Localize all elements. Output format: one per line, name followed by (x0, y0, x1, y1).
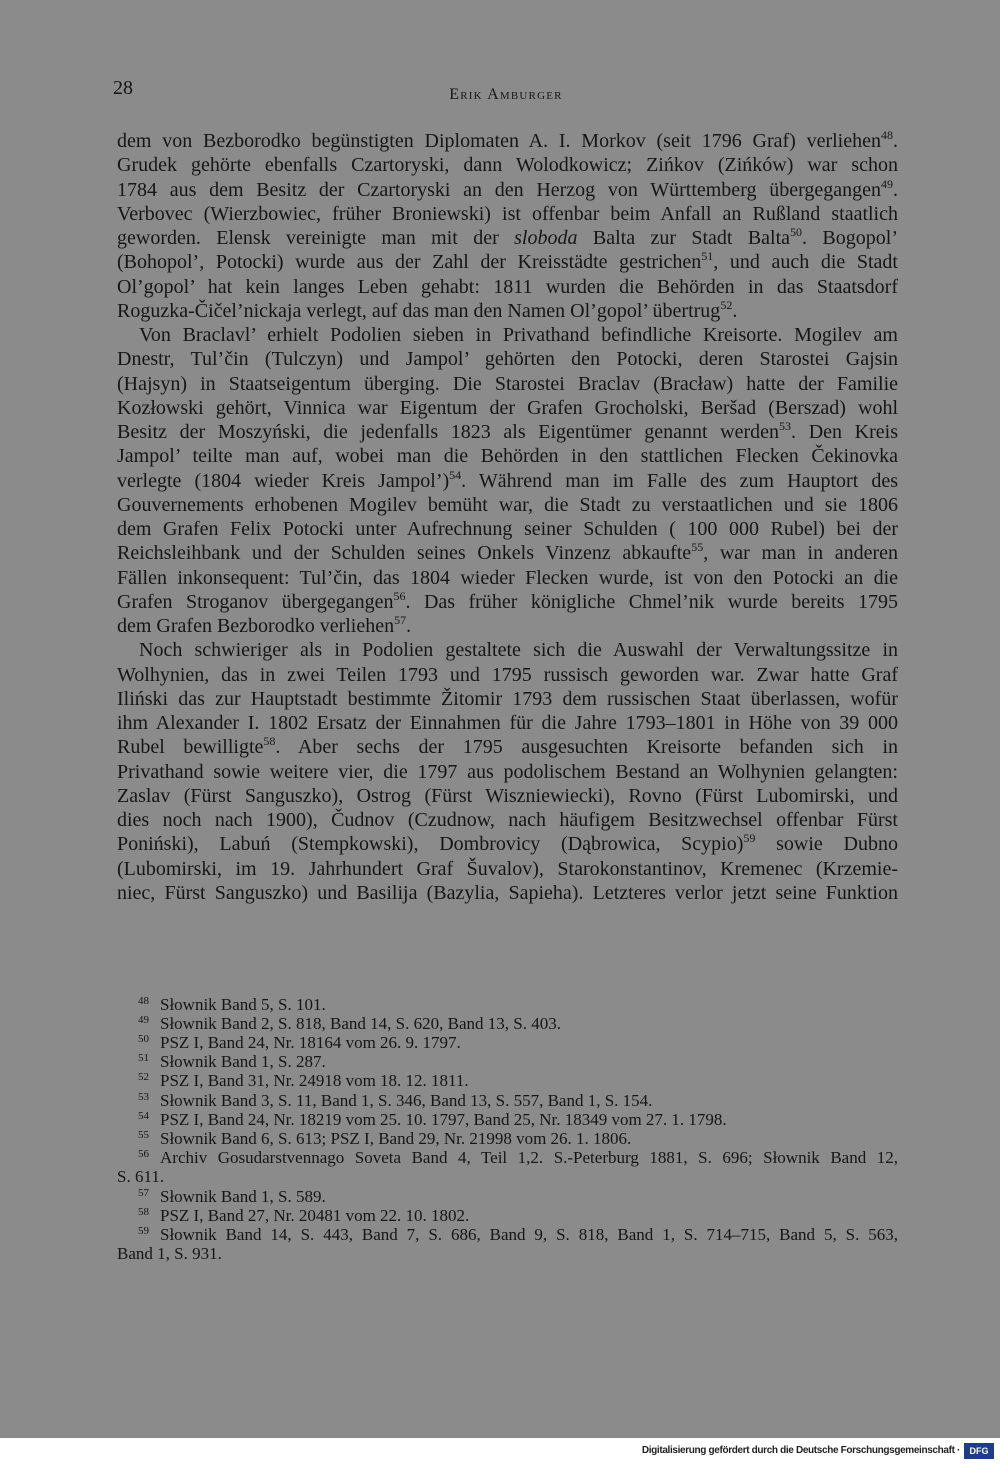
page-number: 28 (113, 77, 133, 99)
body-line (117, 808, 898, 832)
footnote-reference: 58 (263, 734, 276, 749)
body-line (117, 832, 898, 856)
body-line-text: . Bogopol’ (802, 227, 898, 249)
body-line-text: Dnestr, Tul’čin (Tulczyn) und Jampol’ gehörten den Potocki, deren Starostei Gajsin (117, 348, 898, 371)
body-line (117, 590, 898, 614)
body-line-text: . (406, 615, 412, 637)
body-line (117, 517, 898, 541)
body-line-text: (Lubomirski, im 19. Jahrhundert Graf Šuvalov), Starokonstantinov, Kremenec (Krzemie- (117, 857, 898, 880)
body-line (117, 614, 898, 638)
body-line-text: , und auch die Stadt (713, 251, 898, 274)
body-line-text: . Aber sechs der 1795 ausgesuchten Kreisorte befanden sich in (275, 736, 899, 759)
body-line-text: Iliński das zur Hauptstadt bestimmte Žitomir 1793 dem russischen Staat überlassen, wofür (117, 687, 898, 710)
footnote: 52 PSZ I, Band 31, Nr. 24918 vom 18. 12. 1811. (138, 1071, 469, 1091)
footnote-text: Archiv Gosudarstvennago Soveta Band 4, Teil 1,2. S.-Peterburg 1881, S. 696; Słownik Band 12, (160, 1148, 898, 1168)
footnote-text: PSZ I, Band 31, Nr. 24918 vom 18. 12. 1811. (160, 1071, 469, 1091)
body-line-text: . Während man im Falle des zum Hauptort des (461, 469, 898, 492)
footnote-continuation (117, 1167, 898, 1186)
body-line (117, 493, 898, 517)
body-line-text: Reichsleihbank und der Schulden seines Onkels Vinzenz abkaufte (117, 542, 692, 565)
body-text (117, 129, 898, 905)
body-line-text: Balta zur Stadt Balta (577, 227, 791, 249)
footnote-text: Słownik Band 14, S. 443, Band 7, S. 686, Band 9, S. 818, Band 1, S. 714–715, Band 5, S. 563, (160, 1225, 898, 1245)
body-line (117, 372, 898, 396)
body-line (117, 323, 898, 347)
body-line-text: . (893, 178, 898, 201)
body-line-text: Gouvernements erhobenen Mogilev bemüht war, die Stadt zu verstaatlichen und sie 1806 (117, 493, 898, 516)
body-line-text: (Hajsyn) in Staatseigentum überging. Die Starostei Braclav (Bracław) hatte der Familie (117, 372, 898, 395)
body-line-text: Jampol’ teilte man auf, wobei man die Behörden in den stattlichen Flecken Čekinovka (117, 445, 898, 468)
body-line (117, 275, 898, 299)
footnote-text: Słownik Band 1, S. 589. (160, 1186, 326, 1206)
body-line-text: Rubel bewilligte (117, 736, 264, 759)
digitization-credit-text: Digitalisierung gefördert durch die Deutsche Forschungsgemeinschaft · (641, 1445, 960, 1456)
footnote: 58 PSZ I, Band 27, Nr. 20481 vom 22. 10. 1802. (138, 1205, 470, 1225)
body-line-text: Grudek gehörte ebenfalls Czartoryski, dann Wolodkowicz; Zińkov (Zińków) war schon (117, 154, 898, 177)
body-line (117, 444, 898, 468)
body-line-text: dies noch nach 1900), Čudnov (Czudnow, nach häufigem Besitzwechsel offenbar Fürst (117, 809, 898, 831)
footnote: 53 Słownik Band 3, S. 11, Band 1, S. 346, Band 13, S. 557, Band 1, S. 154. (138, 1090, 653, 1110)
body-line (117, 881, 898, 905)
dfg-logo-icon: DFG (964, 1443, 994, 1459)
footnote-reference: 52 (720, 297, 733, 312)
body-line (117, 299, 898, 323)
body-line-text: Kozłowski gehört, Vinnica war Eigentum der Grafen Grocholski, Beršad (Berszad) wohl (117, 396, 898, 419)
footnote-reference: 54 (449, 467, 462, 482)
footnote-reference: 50 (790, 225, 803, 239)
body-line-text: dem von Bezborodko begünstigten Diplomaten A. I. Morkov (seit 1796 Graf) verliehen (117, 130, 881, 152)
body-line-text: geworden. Elensk vereinigte man mit der (117, 227, 515, 249)
body-line (117, 420, 898, 444)
body-line (117, 396, 898, 420)
body-line-text: Poniński), Labuń (Stempkowski), Dombrovicy (Dąbrowica, Scypio) (117, 833, 744, 856)
body-line (117, 250, 898, 274)
body-line-text: . Den Kreis (791, 421, 898, 443)
footnote-text: PSZ I, Band 27, Nr. 20481 vom 22. 10. 1802. (160, 1205, 470, 1225)
footnote-text: Słownik Band 2, S. 818, Band 14, S. 620, Band 13, S. 403. (160, 1013, 561, 1033)
body-line (117, 687, 898, 711)
footnote-reference: 49 (881, 176, 893, 191)
body-line-text: Privathand sowie weitere vier, die 1797 aus podolischem Bestand an Wolhynien gelangten: (117, 760, 898, 783)
footnote: 59 Słownik Band 14, S. 443, Band 7, S. 686, Band 9, S. 818, Band 1, S. 714–715, Band 5, S. 563, (138, 1225, 898, 1245)
body-line (117, 129, 898, 153)
body-line (117, 663, 898, 687)
footnote-text: PSZ I, Band 24, Nr. 18219 vom 25. 10. 1797, Band 25, Nr. 18349 vom 27. 1. 1798. (160, 1109, 727, 1129)
body-line (117, 638, 898, 662)
body-line (117, 711, 898, 735)
footnote-text: S. 611. (117, 1167, 165, 1187)
footnote-text: PSZ I, Band 24, Nr. 18164 vom 26. 9. 1797. (160, 1032, 461, 1052)
body-line-text: . (732, 299, 738, 322)
footnote-text: Słownik Band 3, S. 11, Band 1, S. 346, Band 13, S. 557, Band 1, S. 154. (160, 1090, 653, 1110)
footnote-text: Band 1, S. 931. (117, 1244, 222, 1264)
body-line (117, 784, 898, 808)
footnotes (117, 995, 898, 1264)
footnote-reference: 53 (779, 419, 792, 433)
body-line-text: 1784 aus dem Besitz der Czartoryski an den Herzog von Württemberg übergegangen (117, 178, 881, 201)
body-line-text: dem Grafen Felix Potocki unter Aufrechnung seiner Schulden ( 100 000 Rubel) bei der (117, 518, 898, 540)
body-line-text: ihm Alexander I. 1802 Ersatz der Einnahmen für die Jahre 1793–1801 in Höhe von 39 000 (117, 712, 898, 734)
body-line (117, 178, 898, 202)
body-line (117, 735, 898, 759)
footnote-reference: 59 (743, 831, 756, 846)
body-line-text: sowie Dubno (755, 833, 898, 856)
footnote-reference: 57 (394, 613, 407, 627)
digitization-credit-bar (0, 1438, 1000, 1464)
footnote-reference: 48 (881, 128, 893, 142)
body-line-text: dem Grafen Bezborodko verliehen (117, 615, 395, 637)
footnote: 49 Słownik Band 2, S. 818, Band 14, S. 620, Band 13, S. 403. (138, 1013, 561, 1033)
body-line (117, 226, 898, 250)
footnote: 56 Archiv Gosudarstvennago Soveta Band 4, Teil 1,2. S.-Peterburg 1881, S. 696; Słownik Band 12, (138, 1148, 898, 1168)
body-line-text: Grafen Stroganov übergegangen (117, 590, 394, 613)
footnote-continuation (117, 1244, 898, 1263)
body-line (117, 202, 898, 226)
footnote-reference: 51 (701, 249, 714, 264)
body-line-text: Fällen inkonsequent: Tul’čin, das 1804 wieder Flecken wurde, ist von den Potocki an die (117, 566, 898, 589)
footnote: 55 Słownik Band 6, S. 613; PSZ I, Band 29, Nr. 21998 vom 26. 1. 1806. (138, 1129, 632, 1149)
body-line-text: Zaslav (Fürst Sanguszko), Ostrog (Fürst Wiszniewiecki), Rovno (Fürst Lubomirski, und (117, 784, 898, 807)
body-line-text: Verbovec (Wierzbowiec, früher Broniewski) ist offenbar beim Anfall an Rußland staatlich (117, 202, 898, 225)
body-line (117, 760, 898, 784)
running-head-author: Erik Amburger (449, 86, 563, 103)
body-line-text: Ol’gopol’ hat kein langes Leben gehabt: 1811 wurden die Behörden in das Staatsdorf (117, 275, 898, 298)
body-line-text: . Das früher königliche Chmel’nik wurde bereits 1795 (405, 590, 898, 613)
footnote-text: Słownik Band 5, S. 101. (160, 994, 326, 1014)
body-line (117, 347, 898, 371)
footnote-text: Słownik Band 1, S. 287. (160, 1052, 326, 1072)
body-line-text: Von Braclavl’ erhielt Podolien sieben in Privathand befindliche Kreisorte. Mogilev am (139, 324, 898, 346)
body-line (117, 857, 898, 881)
footnote: 48 Słownik Band 5, S. 101. (138, 994, 326, 1014)
body-line (117, 566, 898, 590)
body-line-text: , war man in anderen (703, 542, 898, 565)
body-line-text: verlegte (1804 wieder Kreis Jampol’) (117, 469, 450, 492)
body-line-text: Noch schwieriger als in Podolien gestaltete sich die Auswahl der Verwaltungssitze in (139, 639, 898, 662)
body-line (117, 469, 898, 493)
body-line (117, 153, 898, 177)
body-line-text: Roguzka-Čičel’nickaja verlegt, auf das man den Namen Ol’gopol’ übertrug (117, 299, 721, 322)
body-line (117, 541, 898, 565)
body-line-text: niec, Fürst Sanguszko) und Basilija (Bazylia, Sapieha). Letzteres verlor jetzt seine Funktion (117, 881, 898, 904)
footnote-reference: 55 (691, 540, 704, 555)
footnote: 54 PSZ I, Band 24, Nr. 18219 vom 25. 10. 1797, Band 25, Nr. 18349 vom 27. 1. 1798. (138, 1109, 727, 1129)
footnote-text: Słownik Band 6, S. 613; PSZ I, Band 29, Nr. 21998 vom 26. 1. 1806. (160, 1129, 632, 1149)
footnote: 57 Słownik Band 1, S. 589. (138, 1186, 326, 1206)
footnote: 50 PSZ I, Band 24, Nr. 18164 vom 26. 9. 1797. (138, 1032, 461, 1052)
italic-term: sloboda (514, 227, 578, 249)
footnote: 51 Słownik Band 1, S. 287. (138, 1052, 326, 1072)
body-line-text: (Bohopol’, Potocki) wurde aus der Zahl der Kreisstädte gestrichen (117, 251, 702, 274)
body-line-text: . (893, 130, 898, 152)
body-line-text: Wolhynien, das in zwei Teilen 1793 und 1795 russisch geworden war. Zwar hatte Graf (117, 663, 898, 686)
footnote-reference: 56 (393, 588, 406, 603)
body-line-text: Besitz der Moszyński, die jedenfalls 1823 als Eigentümer genannt werden (117, 421, 780, 443)
